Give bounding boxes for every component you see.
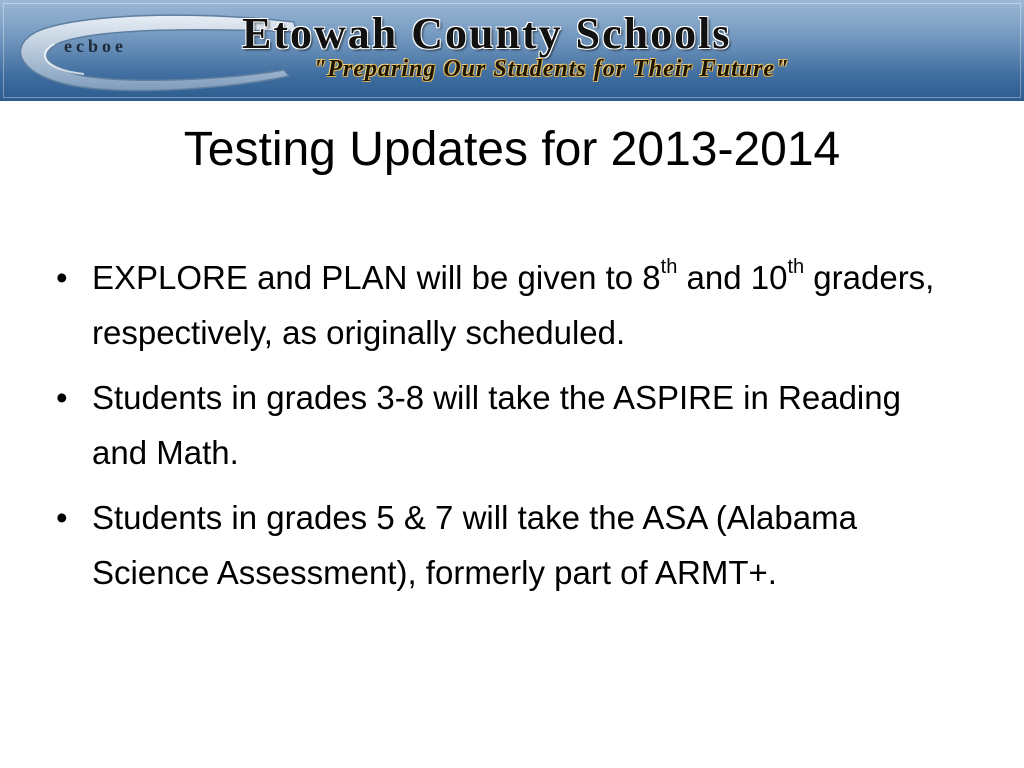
ordinal-suffix: th bbox=[660, 256, 678, 278]
ordinal-suffix: th bbox=[787, 256, 805, 278]
bullet-text: Students in grades 3-8 will take the ASPIRE in Reading and Math. bbox=[92, 379, 901, 471]
bullet-list bbox=[52, 250, 952, 610]
slogan: "Preparing Our Students for Their Future" bbox=[313, 56, 790, 82]
bullet-icon: • bbox=[56, 379, 68, 416]
bullet-text-part: EXPLORE and PLAN will be given to 8 bbox=[92, 259, 661, 296]
bullet-icon: • bbox=[56, 499, 68, 536]
slide-title: Testing Updates for 2013-2014 bbox=[183, 123, 841, 176]
school-name: Etowah County Schools bbox=[242, 9, 732, 58]
list-item bbox=[52, 370, 952, 480]
bullet-text-part: and 10 bbox=[677, 259, 788, 296]
bullet-icon: • bbox=[56, 259, 68, 296]
list-item bbox=[52, 250, 952, 360]
header-banner bbox=[0, 0, 1024, 101]
list-item bbox=[52, 490, 952, 600]
bullet-text-part: graders, respectively, as originally scheduled. bbox=[92, 259, 935, 351]
bullet-text: Students in grades 5 & 7 will take the ASA (Alabama Science Assessment), formerly part of ARMT+. bbox=[92, 499, 857, 591]
logo-text: ecboe bbox=[64, 36, 127, 56]
